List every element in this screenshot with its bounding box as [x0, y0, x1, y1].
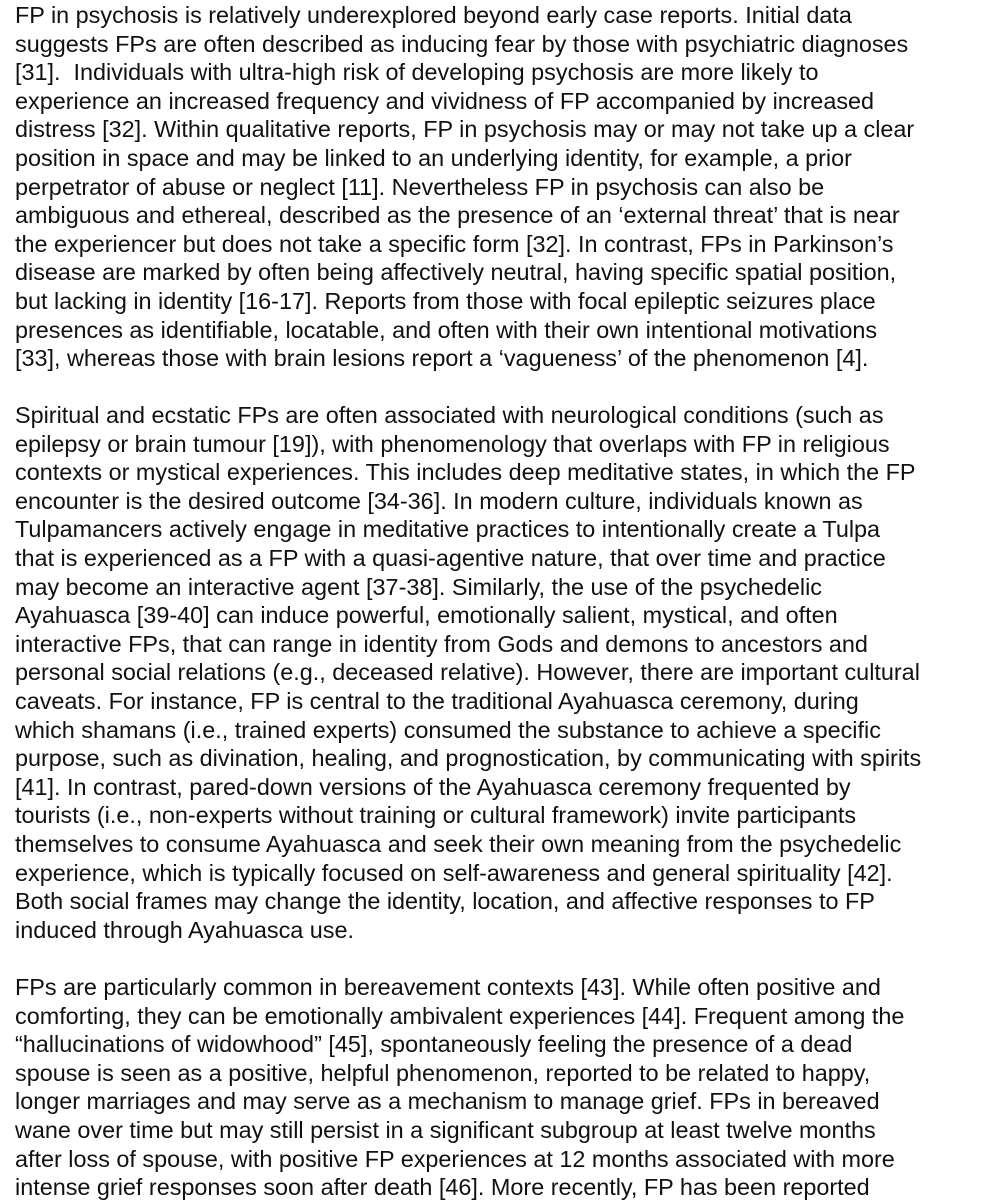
- text-line: but lacking in identity [16-17]. Reports from those with focal epileptic seizures place: [15, 287, 876, 314]
- text-line: FPs are particularly common in bereavement contexts [43]. While often positive and: [15, 974, 881, 1000]
- text-line: position in space and may be linked to an underlying identity, for example, a prior: [15, 144, 852, 171]
- text-line: comforting, they can be emotionally ambivalent experiences [44]. Frequent among the: [15, 1002, 905, 1029]
- text-line: [41]. In contrast, pared-down versions of the Ayahuasca ceremony frequented by: [15, 773, 851, 800]
- text-line: perpetrator of abuse or neglect [11]. Nevertheless FP in psychosis can also be: [15, 173, 825, 200]
- text-line: encounter is the desired outcome [34-36]. In modern culture, individuals known as: [15, 487, 863, 514]
- text-line: after loss of spouse, with positive FP experiences at 12 months associated with more: [15, 1145, 895, 1172]
- text-line: ambiguous and ethereal, described as the presence of an ‘external threat’ that is near: [15, 202, 900, 229]
- text-line: experience an increased frequency and vividness of FP accompanied by increased: [15, 87, 875, 114]
- text-line: suggests FPs are often described as inducing fear by those with psychiatric diagnoses: [15, 30, 909, 57]
- text-line: that is experienced as a FP with a quasi-agentive nature, that over time and practice: [15, 544, 886, 571]
- text-line: intense grief responses soon after death [46]. More recently, FP has been reported: [15, 1174, 870, 1200]
- text-line: Ayahuasca [39-40] can induce powerful, emotionally salient, mystical, and often: [15, 602, 838, 629]
- text-line: may become an interactive agent [37-38]. Similarly, the use of the psychedelic: [15, 573, 822, 600]
- text-line: spouse is seen as a positive, helpful phenomenon, reported to be related to happy,: [15, 1059, 871, 1086]
- text-line: disease are marked by often being affectively neutral, having specific spatial position,: [15, 259, 897, 286]
- text-line: Both social frames may change the identity, location, and affective responses to FP: [15, 888, 875, 915]
- text-line: caveats. For instance, FP is central to the traditional Ayahuasca ceremony, during: [15, 687, 859, 714]
- text-line: wane over time but may still persist in a significant subgroup at least twelve months: [15, 1116, 876, 1143]
- text-line: presences as identifiable, locatable, and often with their own intentional motivations: [15, 316, 878, 343]
- text-line: contexts or mystical experiences. This includes deep meditative states, in which the FP: [15, 459, 916, 486]
- paragraph-spiritual: [15, 401, 921, 944]
- text-line: tourists (i.e., non-experts without training or cultural framework) invite participants: [15, 802, 857, 829]
- text-line: distress [32]. Within qualitative reports, FP in psychosis may or may not take up a clear: [15, 116, 915, 143]
- paragraph-psychosis: [15, 1, 914, 373]
- text-line: [33], whereas those with brain lesions report a ‘vagueness’ of the phenomenon [4].: [15, 345, 869, 372]
- text-line: purpose, such as divination, healing, and prognostication, by communicating with spirits: [15, 745, 922, 772]
- text-line: “hallucinations of widowhood” [45], spontaneously feeling the presence of a dead: [15, 1031, 853, 1058]
- text-line: Spiritual and ecstatic FPs are often associated with neurological conditions (such as: [15, 402, 884, 428]
- text-line: the experiencer but does not take a specific form [32]. In contrast, FPs in Parkinson’s: [15, 230, 894, 257]
- text-line: induced through Ayahuasca use.: [15, 916, 354, 943]
- text-line: interactive FPs, that can range in identity from Gods and demons to ancestors and: [15, 630, 868, 657]
- text-line: [31]. Individuals with ultra-high risk of developing psychosis are more likely to: [15, 59, 819, 86]
- text-line: epilepsy or brain tumour [19]), with phenomenology that overlaps with FP in religious: [15, 430, 890, 457]
- text-line: which shamans (i.e., trained experts) consumed the substance to achieve a specific: [15, 716, 881, 743]
- text-line: FP in psychosis is relatively underexplored beyond early case reports. Initial data: [15, 2, 852, 28]
- text-line: Tulpamancers actively engage in meditative practices to intentionally create a Tulpa: [15, 516, 881, 543]
- paragraph-bereavement: [15, 973, 904, 1200]
- text-line: themselves to consume Ayahuasca and seek their own meaning from the psychedelic: [15, 830, 902, 857]
- text-line: personal social relations (e.g., deceased relative). However, there are important cultural: [15, 659, 920, 686]
- text-line: experience, which is typically focused on self-awareness and general spirituality [42].: [15, 859, 893, 886]
- text-line: longer marriages and may serve as a mechanism to manage grief. FPs in bereaved: [15, 1088, 880, 1115]
